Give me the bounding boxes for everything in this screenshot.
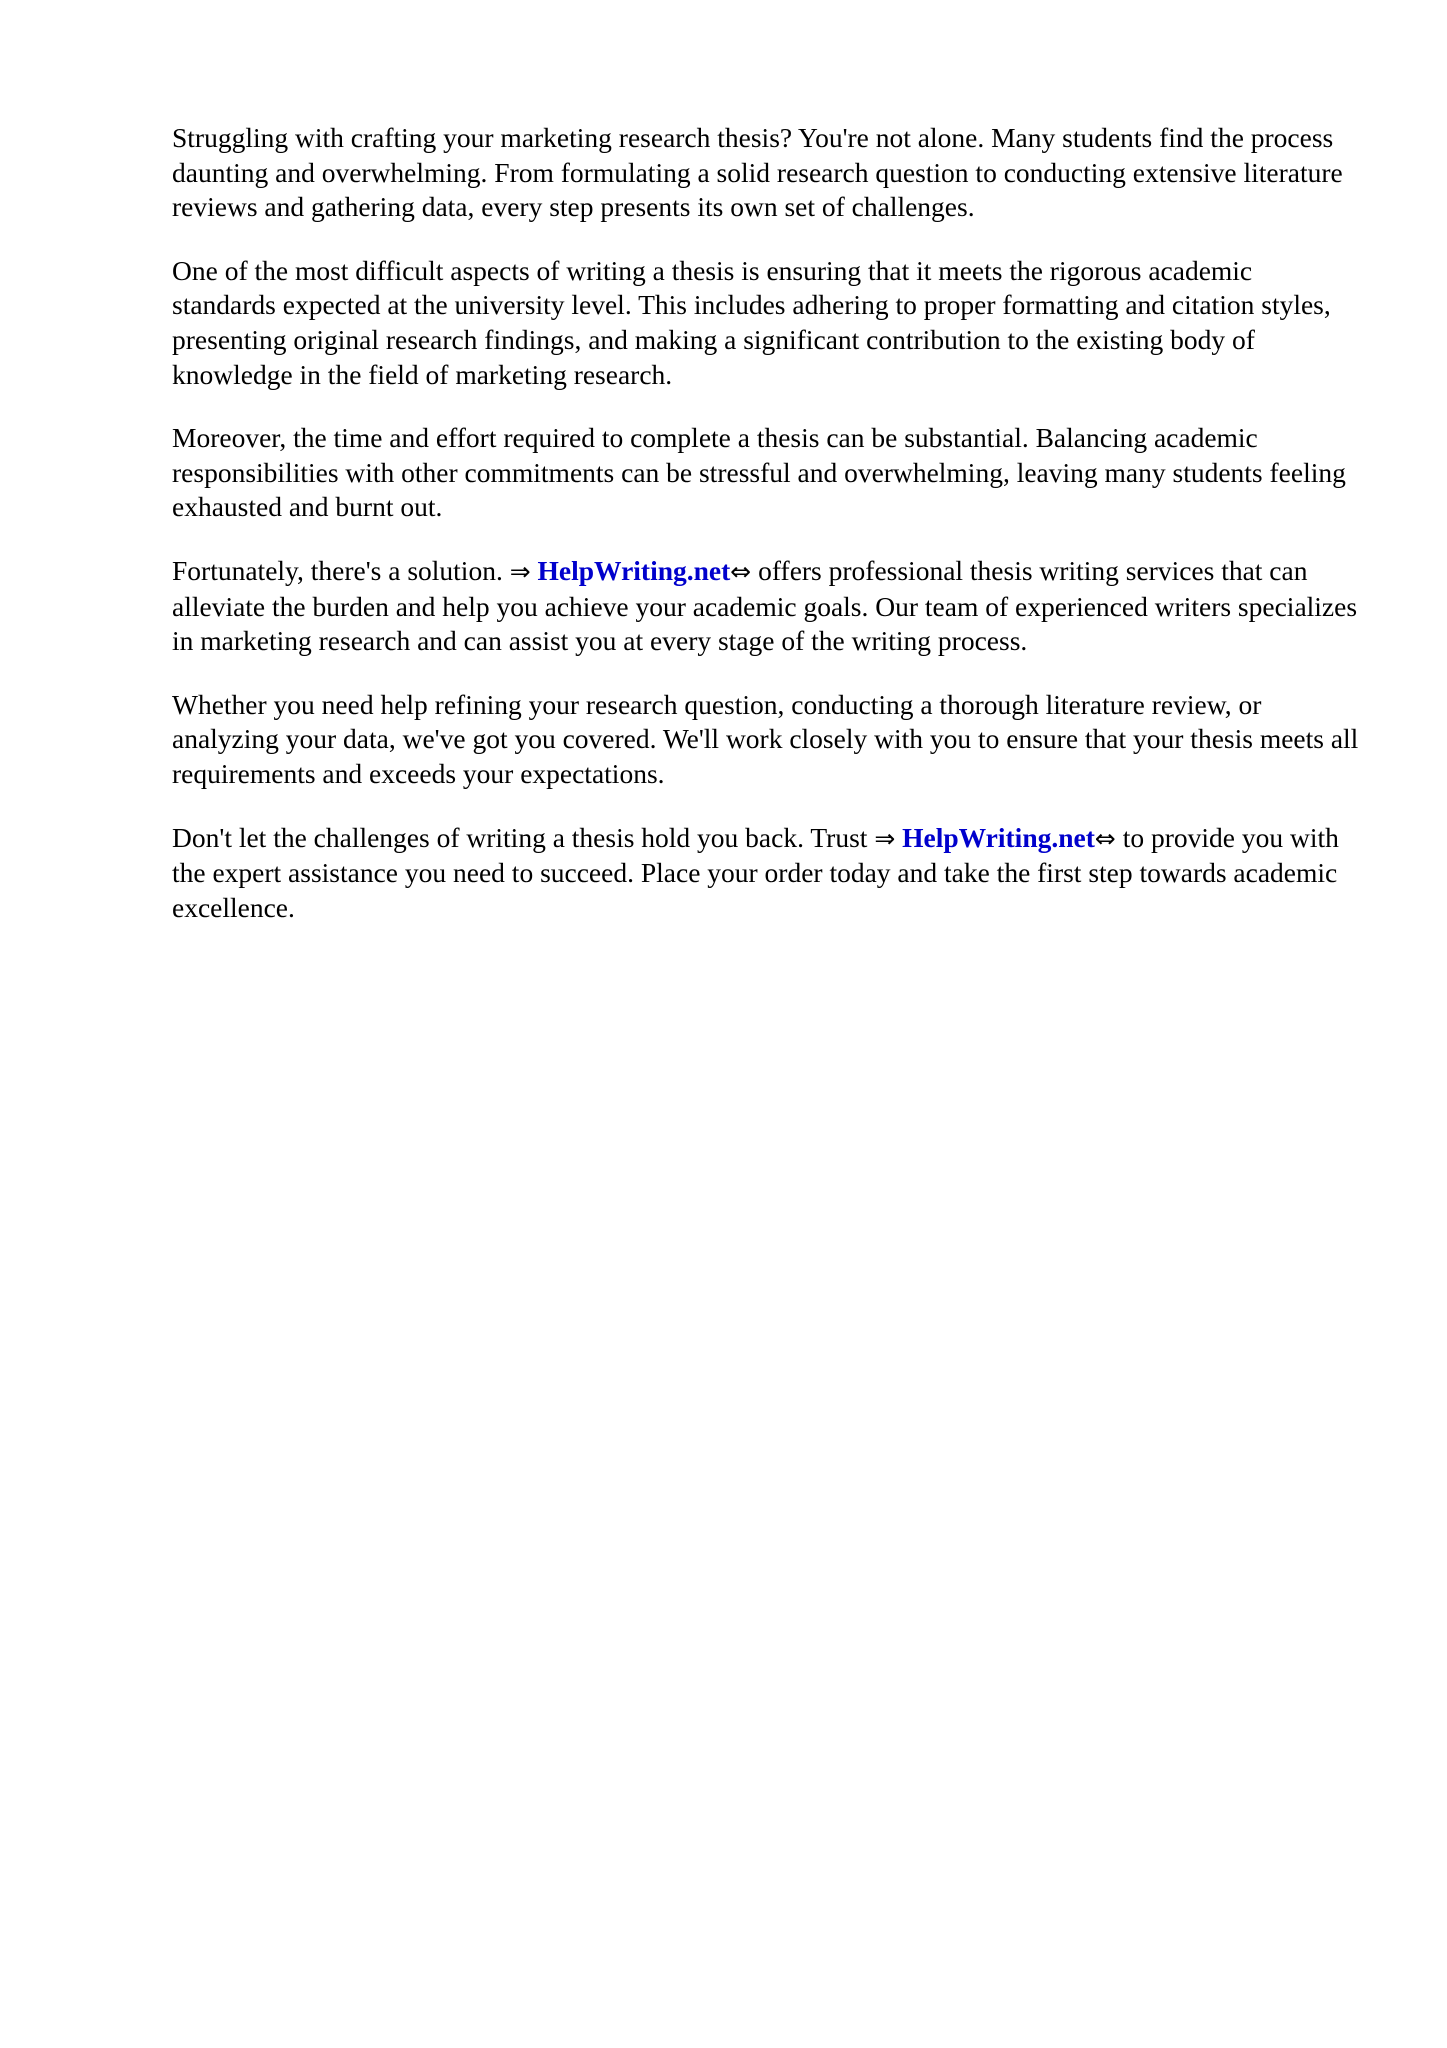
right-arrow-icon: ⇒ xyxy=(509,556,531,586)
paragraph-help-offer: Whether you need help refining your research question, conducting a thorough literature review, or analyzing your data, we've got you covered. We'll work closely with you to ensure that your thesis meets all requirements and exceeds your expectations. xyxy=(172,688,1359,789)
paragraph-cta-before: Don't let the challenges of writing a thesis hold you back. Trust xyxy=(172,821,875,853)
document-body xyxy=(172,121,1362,954)
paragraph-intro: Struggling with crafting your marketing research thesis? You're not alone. Many students find the process daunting and overwhelming. From formulating a solid research question to conducting extensive literature reviews and gathering data, every step presents its own set of challenges. xyxy=(172,122,1343,223)
paragraph-solution xyxy=(172,554,1362,659)
paragraph-cta-after: to provide you with the expert assistance you need to succeed. Place your order today and take the first step towards academic excellence. xyxy=(172,821,1339,923)
paragraph-call-to-action xyxy=(172,821,1362,926)
paragraph-solution-after: offers professional thesis writing services that can alleviate the burden and help you achieve your academic goals. Our team of experienced writers specializes in marketing research and can assist you at every stage of the writing process. xyxy=(172,554,1358,657)
left-right-arrow-icon: ⇔ xyxy=(1094,823,1116,853)
right-arrow-icon: ⇒ xyxy=(874,823,896,853)
helpwriting-link[interactable]: HelpWriting.net xyxy=(537,554,731,586)
paragraph-solution-before: Fortunately, there's a solution. xyxy=(172,554,510,586)
left-right-arrow-icon: ⇔ xyxy=(730,556,752,586)
paragraph-time-effort: Moreover, the time and effort required to complete a thesis can be substantial. Balancing academic responsibilities with other commitments can be stressful and overwhelming, leaving many students feeling exhausted and burnt out. xyxy=(172,422,1346,523)
helpwriting-link[interactable]: HelpWriting.net xyxy=(902,821,1095,853)
paragraph-standards: One of the most difficult aspects of writing a thesis is ensuring that it meets the rigorous academic standards expected at the university level. This includes adhering to proper formatting and citation styles, presenting original research findings, and making a significant contribution to the existing body of knowledge in the field of marketing research. xyxy=(172,254,1331,390)
